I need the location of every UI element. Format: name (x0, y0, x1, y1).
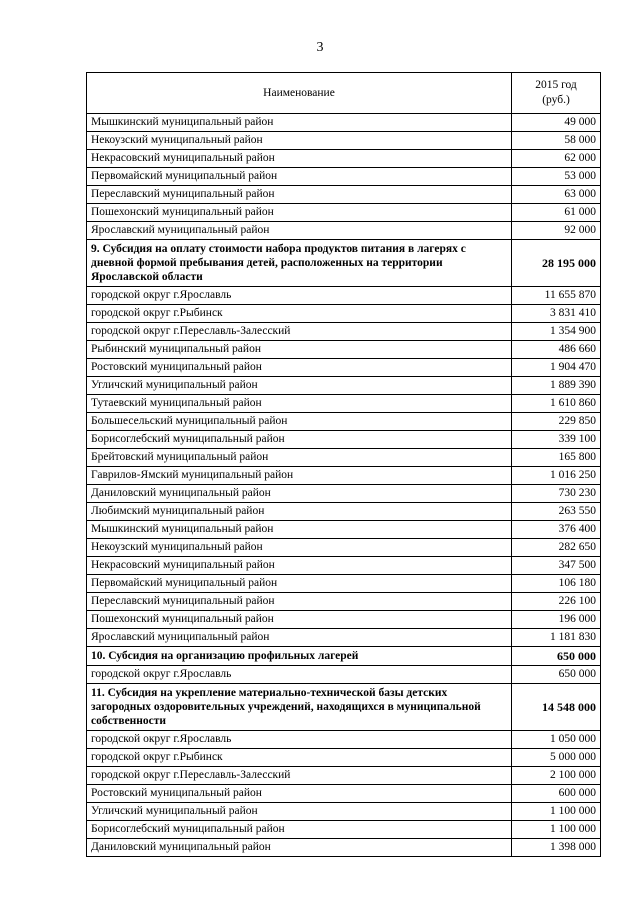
amount-cell: 53 000 (512, 168, 601, 186)
section-row (87, 240, 601, 287)
recipient-name: Переславский муниципальный район (87, 593, 512, 611)
table-row (87, 377, 601, 395)
recipient-name: Гаврилов-Ямский муниципальный район (87, 467, 512, 485)
table-row (87, 449, 601, 467)
recipient-name: Пошехонский муниципальный район (87, 204, 512, 222)
recipient-name: Любимский муниципальный район (87, 503, 512, 521)
section-amount: 28 195 000 (512, 240, 601, 287)
amount-cell: 61 000 (512, 204, 601, 222)
amount-cell: 165 800 (512, 449, 601, 467)
header-row (87, 73, 601, 114)
amount-cell: 600 000 (512, 785, 601, 803)
recipient-name: Борисоглебский муниципальный район (87, 821, 512, 839)
section-row (87, 684, 601, 731)
table-row (87, 666, 601, 684)
table-row (87, 341, 601, 359)
amount-cell: 1 100 000 (512, 821, 601, 839)
recipient-name: Некоузский муниципальный район (87, 132, 512, 150)
page-number: 3 (316, 40, 324, 55)
amount-cell: 376 400 (512, 521, 601, 539)
amount-cell: 229 850 (512, 413, 601, 431)
header-unit: (руб.) (542, 93, 570, 106)
table-row (87, 731, 601, 749)
recipient-name: городской округ г.Переславль-Залесский (87, 323, 512, 341)
table-row (87, 204, 601, 222)
amount-cell: 1 050 000 (512, 731, 601, 749)
amount-cell: 730 230 (512, 485, 601, 503)
recipient-name: Мышкинский муниципальный район (87, 114, 512, 132)
amount-cell: 1 398 000 (512, 839, 601, 857)
amount-cell: 106 180 (512, 575, 601, 593)
table-row (87, 611, 601, 629)
table-row (87, 839, 601, 857)
recipient-name: Тутаевский муниципальный район (87, 395, 512, 413)
amount-cell: 2 100 000 (512, 767, 601, 785)
amount-cell: 1 889 390 (512, 377, 601, 395)
table-row (87, 222, 601, 240)
amount-cell: 1 610 860 (512, 395, 601, 413)
table-row (87, 287, 601, 305)
amount-cell: 486 660 (512, 341, 601, 359)
table-row (87, 467, 601, 485)
amount-cell: 339 100 (512, 431, 601, 449)
table-row (87, 539, 601, 557)
recipient-name: Угличский муниципальный район (87, 377, 512, 395)
header-year (512, 73, 601, 114)
amount-cell: 5 000 000 (512, 749, 601, 767)
table-row (87, 168, 601, 186)
recipient-name: Угличский муниципальный район (87, 803, 512, 821)
table-row (87, 132, 601, 150)
table-row (87, 749, 601, 767)
table-row (87, 821, 601, 839)
table-row (87, 395, 601, 413)
amount-cell: 226 100 (512, 593, 601, 611)
amount-cell: 196 000 (512, 611, 601, 629)
amount-cell: 1 904 470 (512, 359, 601, 377)
recipient-name: Даниловский муниципальный район (87, 485, 512, 503)
header-year-label: 2015 год (535, 78, 577, 91)
recipient-name: городской округ г.Ярославль (87, 666, 512, 684)
table-row (87, 803, 601, 821)
table-row (87, 150, 601, 168)
table-row (87, 114, 601, 132)
recipient-name: Переславский муниципальный район (87, 186, 512, 204)
table-row (87, 767, 601, 785)
recipient-name: Даниловский муниципальный район (87, 839, 512, 857)
amount-cell: 63 000 (512, 186, 601, 204)
amount-cell: 1 181 830 (512, 629, 601, 647)
section-row (87, 647, 601, 666)
recipient-name: Мышкинский муниципальный район (87, 521, 512, 539)
table-row (87, 359, 601, 377)
recipient-name: Ростовский муниципальный район (87, 359, 512, 377)
recipient-name: городской округ г.Переславль-Залесский (87, 767, 512, 785)
table-row (87, 785, 601, 803)
header-name: Наименование (87, 73, 512, 114)
recipient-name: Некоузский муниципальный район (87, 539, 512, 557)
recipient-name: Первомайский муниципальный район (87, 575, 512, 593)
recipient-name: городской округ г.Рыбинск (87, 749, 512, 767)
recipient-name: Ярославский муниципальный район (87, 222, 512, 240)
table-row (87, 521, 601, 539)
section-title: 10. Субсидия на организацию профильных лагерей (87, 647, 512, 666)
amount-cell: 1 016 250 (512, 467, 601, 485)
amount-cell: 11 655 870 (512, 287, 601, 305)
recipient-name: городской округ г.Ярославль (87, 731, 512, 749)
recipient-name: Первомайский муниципальный район (87, 168, 512, 186)
amount-cell: 49 000 (512, 114, 601, 132)
recipient-name: Пошехонский муниципальный район (87, 611, 512, 629)
recipient-name: Большесельский муниципальный район (87, 413, 512, 431)
section-amount: 650 000 (512, 647, 601, 666)
recipient-name: Борисоглебский муниципальный район (87, 431, 512, 449)
table-row (87, 323, 601, 341)
amount-cell: 263 550 (512, 503, 601, 521)
recipient-name: Брейтовский муниципальный район (87, 449, 512, 467)
recipient-name: городской округ г.Рыбинск (87, 305, 512, 323)
section-title: 9. Субсидия на оплату стоимости набора продуктов питания в лагерях с дневной формой пребывания детей, расположенных на территории Ярославской области (87, 240, 512, 287)
recipient-name: Ярославский муниципальный район (87, 629, 512, 647)
table-body (87, 114, 601, 857)
amount-cell: 3 831 410 (512, 305, 601, 323)
recipient-name: Рыбинский муниципальный район (87, 341, 512, 359)
table-row (87, 593, 601, 611)
amount-cell: 62 000 (512, 150, 601, 168)
table-row (87, 575, 601, 593)
amount-cell: 58 000 (512, 132, 601, 150)
table-row (87, 503, 601, 521)
table-header (87, 73, 601, 114)
amount-cell: 1 100 000 (512, 803, 601, 821)
table-row (87, 629, 601, 647)
amount-cell: 650 000 (512, 666, 601, 684)
recipient-name: Некрасовский муниципальный район (87, 150, 512, 168)
amount-cell: 282 650 (512, 539, 601, 557)
amount-cell: 1 354 900 (512, 323, 601, 341)
amount-cell: 92 000 (512, 222, 601, 240)
section-amount: 14 548 000 (512, 684, 601, 731)
table-row (87, 485, 601, 503)
amount-cell: 347 500 (512, 557, 601, 575)
table-row (87, 186, 601, 204)
table-row (87, 431, 601, 449)
section-title: 11. Субсидия на укрепление материально-технической базы детских загородных оздоровительных учреждений, находящихся в муниципальной собственности (87, 684, 512, 731)
table-row (87, 305, 601, 323)
table-row (87, 557, 601, 575)
recipient-name: Некрасовский муниципальный район (87, 557, 512, 575)
table-row (87, 413, 601, 431)
subsidy-table (86, 72, 601, 857)
recipient-name: Ростовский муниципальный район (87, 785, 512, 803)
recipient-name: городской округ г.Ярославль (87, 287, 512, 305)
